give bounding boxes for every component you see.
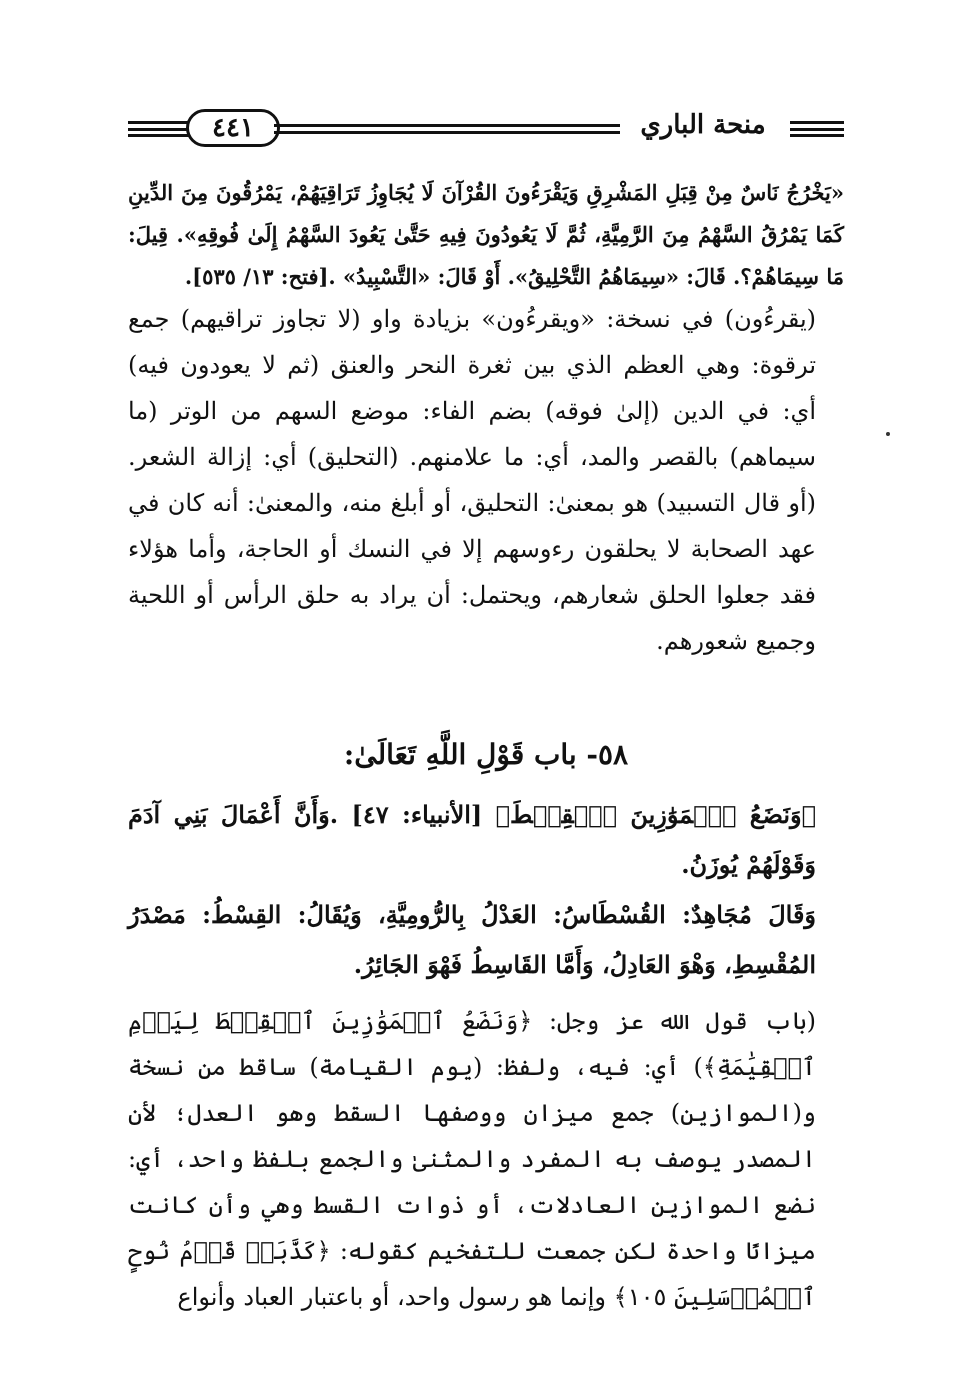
commentary-paragraph-2: (باب قول الله عز وجل: ﴿وَنَضَعُ ٱلۡمَوَٰزِينَ ٱلۡقِسۡطَ لِيَوۡمِ ٱلۡقِيَٰمَةِ﴾) أي: فيه، ولفظ: (يوم القيامة) ساقط من نسخة و(الموازين) جمع ميزان ووصفها السقط وهو العدل؛ لأن المصدر يوصف به المفرد والمثنىٰ والجمع بلفظ واحد، أي: نضع الموازين العادلات، أو ذوات القسط وهي وأن كانت ميزانًا واحدة لكن جمعت للتفخيم كقوله: ﴿كَذَّبَتۡ قَوۡمُ نُوحٍ ٱلۡمُرۡسَلِينَ ١٠٥﴾ وإنما هو رسول واحد، أو باعتبار العباد وأنواع <box>128 1007 816 1311</box>
commentary-paragraph-1: (يقرءُون) في نسخة: «ويقرءُون» بزيادة واو (لا تجاوز تراقيهم) جمع ترقوة: وهي العظم الذي بين ثغرة النحر والعنق (ثم لا يعودون فيه) أي: في الدين (إلىٰ فوقه) بضم الفاء: موضع السهم من الوتر (ما سيماهم) بالقصر والمد، أي: ما علامنهم. (التحليق) أي: إزالة الشعر. (أو قال التسبيد) هو بمعنىٰ: التحليق، أو أبلغ منه، والمعنىٰ: أنه كان في عهد الصحابة لا يحلقون رءوسهم إلا في النسك أو الحاجة، وأما هؤلاء فقد جعلوا الحلق شعارهم، ويحتمل: أن يراد به حلق الرأس أو اللحية وجميع شعورهم. <box>128 305 817 655</box>
page-header <box>128 108 844 152</box>
hadith-text <box>128 172 844 298</box>
commentary-section-1 <box>128 296 844 664</box>
running-title: منحة الباري <box>640 110 766 140</box>
margin-mark <box>886 432 890 436</box>
page-number: ٤٤١ <box>212 113 254 143</box>
chapter-verse-line: ﴿وَنَضَعُ ٱلۡمَوَٰزِينَ ٱلۡقِسۡطَ﴾ [الأنبياء: ٤٧] .وَأَنَّ أَعْمَالَ بَنِي آدَمَ وَقَوْلَهُمْ يُوزَنُ. <box>128 800 816 879</box>
header-rule-right <box>790 121 844 137</box>
page-number-badge <box>186 109 280 147</box>
chapter-heading: ٥٨- باب قَوْلِ اللَّهِ تَعَالَىٰ: <box>343 738 629 771</box>
hadith-paragraph: «يَخْرُجُ نَاسٌ مِنْ قِبَلِ المَشْرِقِ وَيَقْرَءُونَ القُرْآنَ لَا يُجَاوِزُ تَرَاقِيَهُمْ، يَمْرُقُونَ مِنَ الدِّينِ كَمَا يَمْرُقُ السَّهْمُ مِنَ الرَّمِيَّةِ، ثُمَّ لَا يَعُودُونَ فِيهِ حَتَّىٰ يَعُودَ السَّهْمُ إِلَىٰ فُوقِهِ». قِيلَ: مَا سِيمَاهُمْ؟. قَالَ: «سِيمَاهُمُ التَّحْلِيقُ». أَوْ قَالَ: «التَّسْبِيدُ» .[فتح: ١٣/ ٥٣٥]. <box>128 180 844 289</box>
header-rule-left <box>128 121 194 137</box>
chapter-mujahid-line: وَقَالَ مُجَاهِدٌ: القُسْطَاسُ: العَدْلُ بِالرُّومِيَّةِ، وَيُقَالُ: القِسْطُ: مَصْدَرُ المُقْسِطِ، وَهْوَ العَادِلُ، وَأَمَّا القَاسِطُ فَهْوَ الجَائِرُ. <box>128 900 816 979</box>
commentary-section-2 <box>128 998 844 1320</box>
header-rule-middle <box>274 124 620 134</box>
chapter-body <box>128 790 844 990</box>
